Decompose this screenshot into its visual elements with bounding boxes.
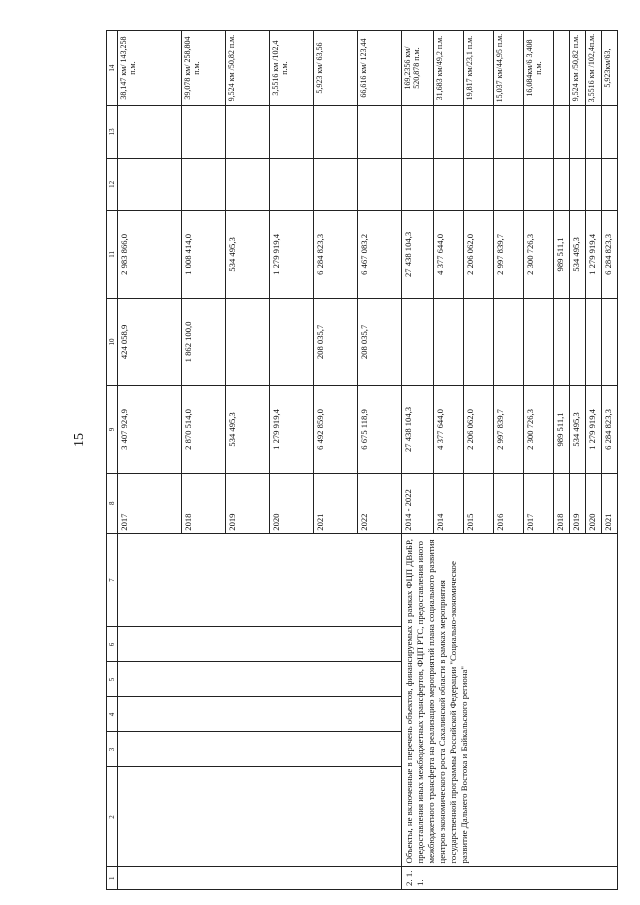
year-cell: 2018 (182, 473, 226, 533)
empty-cell-col-13 (586, 106, 602, 159)
regional-cell: 2 997 839,7 (494, 211, 524, 299)
column-header-11: 11 (107, 211, 118, 299)
empty-cell-col-13 (524, 106, 554, 159)
empty-cell-col-12 (602, 158, 618, 211)
regional-cell: 1 279 919,4 (270, 211, 314, 299)
capacity-cell: 39,078 км/ 258,804 п.м. (182, 31, 226, 106)
federal-cell (554, 298, 570, 386)
regional-cell: 1 279 919,4 (586, 211, 602, 299)
empty-cell-col-12 (118, 158, 182, 211)
federal-cell (494, 298, 524, 386)
page-number: 15 (72, 433, 87, 447)
empty-cell-col-13 (494, 106, 524, 159)
capacity-cell: 19,817 км/23,1 п.м. (464, 31, 494, 106)
header-row (107, 31, 118, 890)
empty-cell-col-12 (358, 158, 402, 211)
federal-cell (524, 298, 554, 386)
total-cell: 2 870 514,0 (182, 386, 226, 474)
total-cell: 989 511,1 (554, 386, 570, 474)
regional-cell: 27 438 104,3 (402, 211, 434, 299)
capacity-cell: 3,5516 км /102,4 п.м. (270, 31, 314, 106)
year-cell: 2015 (464, 473, 494, 533)
empty-cell-col-1 (118, 867, 402, 890)
column-header-8: 8 (107, 473, 118, 533)
total-cell: 2 206 062,0 (464, 386, 494, 474)
federal-cell: 208 035,7 (314, 298, 358, 386)
year-cell: 2020 (586, 473, 602, 533)
total-cell: 534 495,3 (226, 386, 270, 474)
empty-cell-col-13 (570, 106, 586, 159)
empty-cell-col-13 (602, 106, 618, 159)
federal-cell (434, 298, 464, 386)
empty-cell-col-13 (464, 106, 494, 159)
regional-cell: 4 377 644,0 (434, 211, 464, 299)
regional-cell: 1 008 414,0 (182, 211, 226, 299)
column-header-6: 6 (107, 627, 118, 662)
regional-cell: 534 495,3 (570, 211, 586, 299)
empty-cell-col-4 (118, 697, 402, 732)
regional-cell: 6 284 823,3 (602, 211, 618, 299)
year-cell: 2014 (434, 473, 464, 533)
regional-cell: 6 284 823,3 (314, 211, 358, 299)
empty-cell-col-13 (270, 106, 314, 159)
capacity-cell (554, 31, 570, 106)
regional-cell: 2 300 726,3 (524, 211, 554, 299)
empty-cell-col-12 (464, 158, 494, 211)
total-cell: 1 279 919,4 (270, 386, 314, 474)
column-header-14: 14 (107, 31, 118, 106)
column-header-3: 3 (107, 732, 118, 767)
empty-cell-col-12 (494, 158, 524, 211)
year-cell: 2020 (270, 473, 314, 533)
total-cell: 6 492 859,0 (314, 386, 358, 474)
year-cell: 2022 (358, 473, 402, 533)
federal-cell: 208 035,7 (358, 298, 402, 386)
capacity-cell: 38,147 км/ 143,258 п.м. (118, 31, 182, 106)
federal-cell (464, 298, 494, 386)
column-header-7: 7 (107, 533, 118, 627)
empty-cell-col-7 (118, 533, 402, 627)
empty-cell-col-12 (554, 158, 570, 211)
total-cell: 3 407 924,9 (118, 386, 182, 474)
regional-cell: 6 467 083,2 (358, 211, 402, 299)
federal-cell (570, 298, 586, 386)
total-cell: 6 284 823,3 (602, 386, 618, 474)
column-header-4: 4 (107, 697, 118, 732)
empty-cell-col-13 (226, 106, 270, 159)
column-header-5: 5 (107, 662, 118, 697)
federal-cell: 1 862 100,0 (182, 298, 226, 386)
table-body (118, 31, 618, 890)
total-cell: 2 300 726,3 (524, 386, 554, 474)
empty-cell-col-13 (182, 106, 226, 159)
federal-cell (586, 298, 602, 386)
capacity-cell: 16,084км/6 3,408 п.м. (524, 31, 554, 106)
capacity-cell: 5,923км/63, (602, 31, 618, 106)
total-cell: 6 675 118,9 (358, 386, 402, 474)
column-header-13: 13 (107, 106, 118, 159)
empty-cell-col-12 (270, 158, 314, 211)
column-header-1: 1 (107, 867, 118, 890)
empty-cell-col-12 (570, 158, 586, 211)
table-row (402, 31, 434, 890)
column-header-9: 9 (107, 386, 118, 474)
year-cell: 2021 (602, 473, 618, 533)
capacity-cell: 15,037 км/44,95 п.м. (494, 31, 524, 106)
federal-cell: 424 058,9 (118, 298, 182, 386)
empty-cell-col-12 (182, 158, 226, 211)
regional-cell: 534 495,3 (226, 211, 270, 299)
empty-cell-col-3 (118, 732, 402, 767)
empty-cell-col-13 (402, 106, 434, 159)
year-cell: 2017 (118, 473, 182, 533)
federal-cell (226, 298, 270, 386)
regional-cell: 2 206 062,0 (464, 211, 494, 299)
empty-cell-col-12 (226, 158, 270, 211)
empty-cell-col-13 (118, 106, 182, 159)
capacity-cell: 9,524 км /50,82 п.м. (226, 31, 270, 106)
year-cell: 2016 (494, 473, 524, 533)
section-label: Объекты, не включенные в перечень объектов, финансируемых в рамках ФЦП ДВиБР, предоставления иных межбюджетных трансфертов, ФЦП РТС, предоставления иного межбюджетного трансферта на реализацию мероприятий плана социального развития центров экономического роста Сахалинской области в рамках мероприятия государственной программы Российской Федерации "Социально-экономическое развитие Дальнего Востока и Байкальского региона" (402, 533, 618, 867)
empty-cell-col-13 (554, 106, 570, 159)
capacity-cell: 31,683 км/49,2 п.м. (434, 31, 464, 106)
year-cell: 2014 - 2022 (402, 473, 434, 533)
year-cell: 2017 (524, 473, 554, 533)
empty-cell-col-2 (118, 767, 402, 867)
capacity-cell: 169,2356 км/ 520,878 п.м. (402, 31, 434, 106)
federal-cell (602, 298, 618, 386)
total-cell: 4 377 644,0 (434, 386, 464, 474)
regional-cell: 989 511,1 (554, 211, 570, 299)
empty-cell-col-12 (402, 158, 434, 211)
empty-cell-col-12 (524, 158, 554, 211)
empty-cell-col-13 (358, 106, 402, 159)
column-header-2: 2 (107, 767, 118, 867)
total-cell: 1 279 919,4 (586, 386, 602, 474)
empty-cell-col-5 (118, 662, 402, 697)
year-cell: 2019 (570, 473, 586, 533)
capacity-cell: 9,524 км /50,82 п.м. (570, 31, 586, 106)
federal-cell (270, 298, 314, 386)
year-cell: 2018 (554, 473, 570, 533)
empty-cell-col-12 (434, 158, 464, 211)
total-cell: 534 495,3 (570, 386, 586, 474)
empty-cell-col-13 (434, 106, 464, 159)
capacity-cell: 66,616 км/ 123,44 (358, 31, 402, 106)
column-header-10: 10 (107, 298, 118, 386)
section-number: 2. 1. 1. (402, 867, 618, 890)
rotated-table-container (106, 30, 613, 890)
budget-table (106, 30, 618, 890)
empty-cell-col-6 (118, 627, 402, 662)
empty-cell-col-12 (314, 158, 358, 211)
total-cell: 27 438 104,3 (402, 386, 434, 474)
year-cell: 2019 (226, 473, 270, 533)
capacity-cell: 5,923 км/ 63,56 (314, 31, 358, 106)
year-cell: 2021 (314, 473, 358, 533)
table-row (118, 31, 182, 890)
total-cell: 2 997 839,7 (494, 386, 524, 474)
regional-cell: 2 983 866,0 (118, 211, 182, 299)
empty-cell-col-12 (586, 158, 602, 211)
empty-cell-col-13 (314, 106, 358, 159)
column-header-12: 12 (107, 158, 118, 211)
federal-cell (402, 298, 434, 386)
capacity-cell: 3,5516 км /102,4п.м. (586, 31, 602, 106)
